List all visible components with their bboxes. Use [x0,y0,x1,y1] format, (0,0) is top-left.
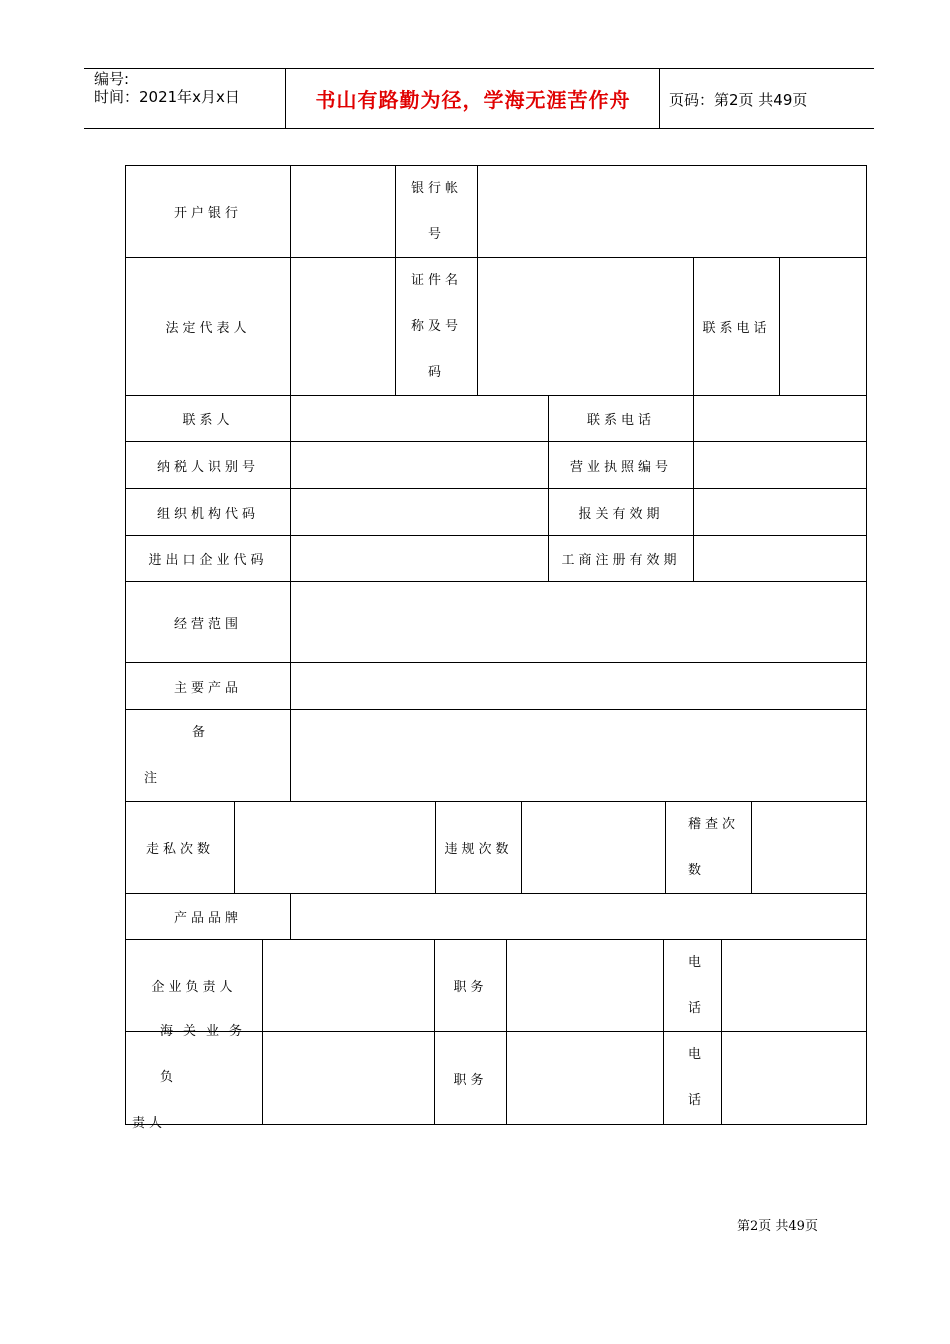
bank-account-value[interactable] [477,165,867,258]
position2-label: 职务 [434,1031,507,1125]
violation-count-label: 违规次数 [435,801,522,894]
brand-label: 产品品牌 [125,893,291,940]
tel2-value[interactable] [721,1031,867,1125]
position2-value[interactable] [506,1031,664,1125]
main-products-value[interactable] [290,662,867,710]
id-label-line1: 证件名 [410,272,462,288]
customs-validity-label: 报关有效期 [548,488,694,536]
license-no-value[interactable] [693,441,867,489]
violation-count-value[interactable] [521,801,666,894]
customs-validity-value[interactable] [693,488,867,536]
tel2-label [663,1031,722,1125]
id-label-line2: 称及号 [410,318,462,334]
import-export-code-label: 进出口企业代码 [125,535,291,582]
legal-rep-value[interactable] [290,257,396,396]
contact-value[interactable] [290,395,549,442]
tel1-label [663,939,722,1032]
manager-label: 企业负责人 [125,939,263,1032]
customs-manager-label [125,1024,263,1131]
bank-account-label-line1: 银行帐 [410,180,462,196]
brand-value[interactable] [290,893,867,940]
tel2-label-line1: 电 [688,1047,706,1062]
legal-rep-phone-value[interactable] [779,257,867,396]
bank-account-label [395,165,478,258]
org-code-value[interactable] [290,488,549,536]
business-scope-value[interactable] [290,581,867,663]
contact-label: 联系人 [125,395,291,442]
taxpayer-id-label: 纳税人识别号 [125,441,291,489]
import-export-code-value[interactable] [290,535,549,582]
customs-manager-label-line2: 责人 [132,1116,167,1131]
header-motto: 书山有路勤为径，学海无涯苦作舟 [315,88,631,112]
customs-manager-label-line1: 海关业务负 [160,1024,253,1085]
header-meta [94,70,240,106]
audit-count-label-line1: 稽查次 [688,816,740,832]
bank-account-label-line2: 号 [427,226,445,242]
audit-count-label-line2: 数 [688,862,706,878]
number-label: 编号: [94,70,130,88]
footer-page-number: 第2页 共49页 [737,1219,818,1234]
contact-phone-value[interactable] [693,395,867,442]
contact-phone-label: 联系电话 [548,395,694,442]
time-label: 时间：2021年x月x日 [94,88,240,106]
bank-label: 开户银行 [125,165,291,258]
bank-value[interactable] [290,165,396,258]
remarks-value[interactable] [290,709,867,802]
header-bottom-rule [84,128,874,129]
main-products-label: 主要产品 [125,662,291,710]
business-scope-label: 经营范围 [125,581,291,663]
position1-label: 职务 [434,939,507,1032]
audit-count-value[interactable] [751,801,867,894]
position1-value[interactable] [506,939,664,1032]
smuggling-count-label: 走私次数 [125,801,235,894]
license-no-label: 营业执照编号 [548,441,694,489]
org-code-label: 组织机构代码 [125,488,291,536]
remarks-label-line2: 注 [144,770,162,786]
legal-rep-phone-label: 联系电话 [693,257,780,396]
legal-rep-label: 法定代表人 [125,257,291,396]
id-label-line3: 码 [427,364,445,380]
registration-validity-label: 工商注册有效期 [548,535,694,582]
tel1-value[interactable] [721,939,867,1032]
taxpayer-id-value[interactable] [290,441,549,489]
tel2-label-line2: 话 [688,1093,706,1108]
id-value[interactable] [477,257,694,396]
header-top-rule [84,68,874,69]
id-type-number-label [395,257,478,396]
audit-count-label [665,801,752,894]
registration-validity-value[interactable] [693,535,867,582]
manager-value[interactable] [262,939,435,1032]
customs-manager-value[interactable] [262,1031,435,1125]
remarks-label-line1: 备 [192,724,210,740]
header-page-code: 页码：第2页 共49页 [669,91,808,109]
smuggling-count-value[interactable] [234,801,436,894]
remarks-label [125,709,291,802]
tel1-label-line1: 电 [688,954,706,970]
tel1-label-line2: 话 [688,1000,706,1016]
